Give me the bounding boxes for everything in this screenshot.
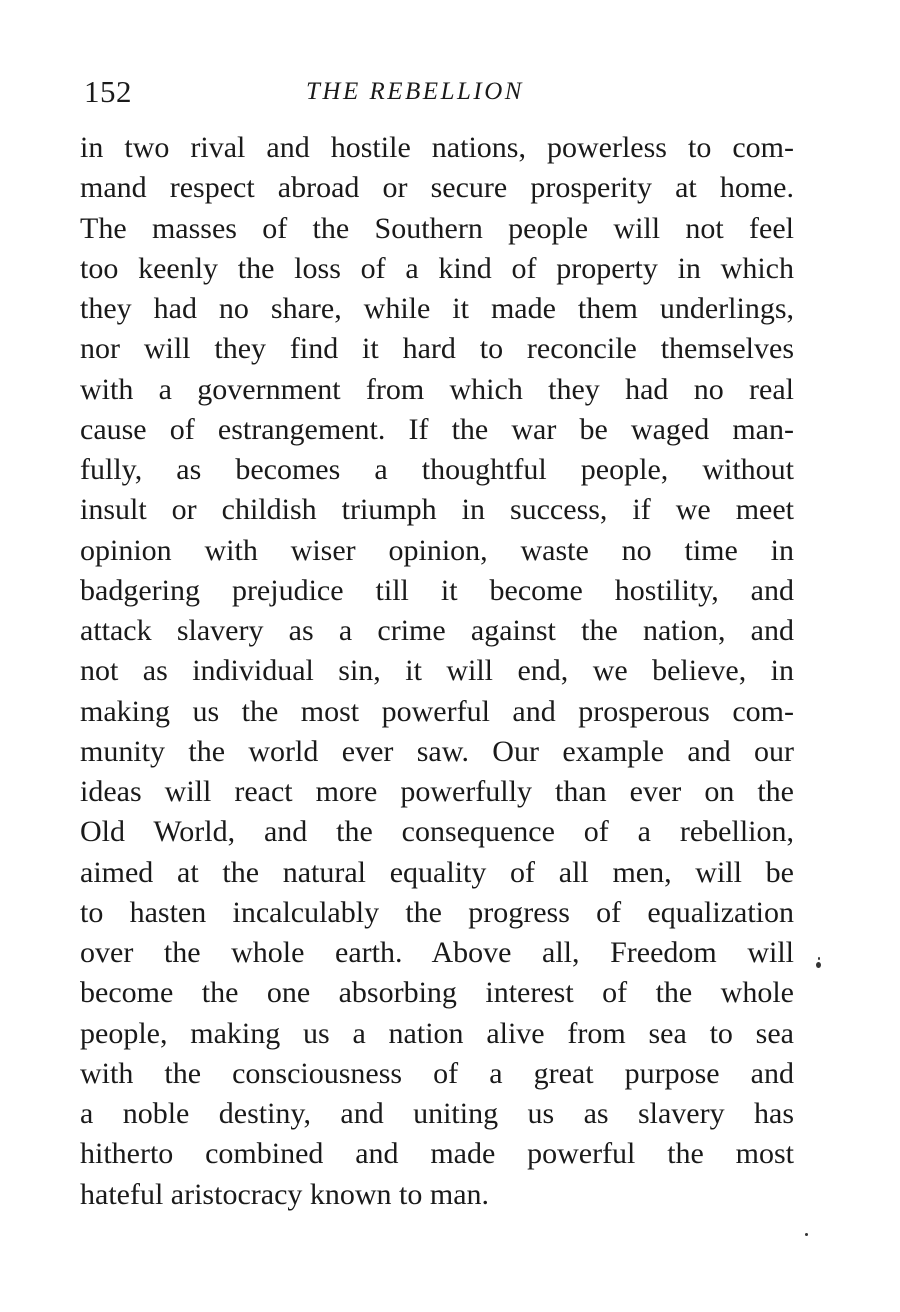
text-line: they had no share, while it made them underlings, <box>80 292 794 325</box>
body-paragraph <box>80 128 794 1215</box>
text-line: people, making us a nation alive from sea to sea <box>80 1016 794 1050</box>
text-line: making us the most powerful and prosperous com- <box>80 694 794 728</box>
text-line: mand respect abroad or secure prosperity at home. <box>80 171 794 205</box>
text-line: The masses of the Southern people will not feel <box>80 211 794 245</box>
page-number: 152 <box>84 74 132 109</box>
text-line: over the whole earth. Above all, Freedom will <box>80 936 794 969</box>
text-line: too keenly the loss of a kind of property in which <box>80 251 794 285</box>
text-line: with a government from which they had no real <box>80 372 794 406</box>
text-line: cause of estrangement. If the war be waged man- <box>80 412 794 446</box>
ink-speck <box>816 962 821 968</box>
text-line: badgering prejudice till it become hostility, and <box>80 573 794 607</box>
text-line: nor will they find it hard to reconcile themselves <box>80 332 794 366</box>
text-line: hateful aristocracy known to man. <box>80 1177 490 1211</box>
text-line: to hasten incalculably the progress of equalization <box>80 895 794 929</box>
text-line: insult or childish triumph in success, if we meet <box>80 493 794 527</box>
ink-speck <box>818 957 820 960</box>
text-line: ideas will react more powerfully than ever on the <box>80 775 794 808</box>
text-line: a noble destiny, and uniting us as slavery has <box>80 1097 794 1130</box>
text-line: with the consciousness of a great purpose and <box>80 1056 794 1090</box>
text-line: in two rival and hostile nations, powerless to com- <box>80 131 794 164</box>
text-line: not as individual sin, it will end, we believe, in <box>80 654 794 688</box>
text-line: opinion with wiser opinion, waste no time in <box>80 533 794 567</box>
text-line: aimed at the natural equality of all men, will be <box>80 855 794 889</box>
text-line: fully, as becomes a thoughtful people, without <box>80 453 794 486</box>
text-line: Old World, and the consequence of a rebellion, <box>80 815 794 849</box>
ink-speck <box>805 1233 808 1236</box>
running-title: THE REBELLION <box>306 78 524 105</box>
running-head <box>80 70 794 114</box>
text-line: attack slavery as a crime against the nation, and <box>80 614 794 647</box>
text-line: munity the world ever saw. Our example and our <box>80 734 794 768</box>
text-line: hitherto combined and made powerful the most <box>80 1137 794 1171</box>
text-line: become the one absorbing interest of the whole <box>80 976 794 1010</box>
